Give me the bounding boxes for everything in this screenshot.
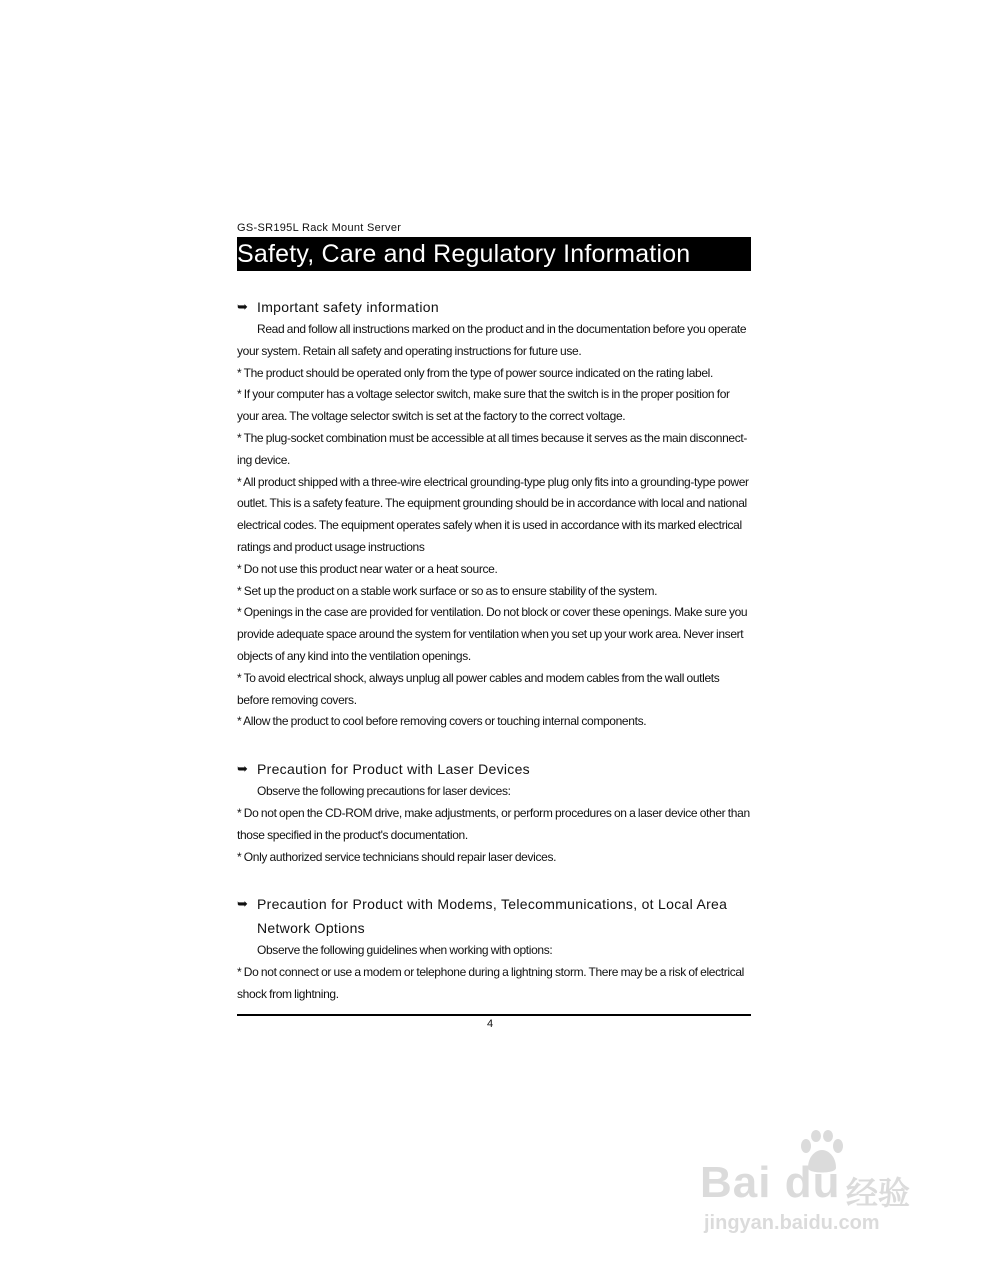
- paragraph: * Do not use this product near water or a heat source.: [237, 561, 498, 576]
- pointer-bullet-icon: ➥: [237, 761, 249, 777]
- footer-rule: [237, 1014, 751, 1016]
- section-laser-devices: [237, 757, 751, 868]
- paragraph: Observe the following guidelines when working with options:: [257, 943, 553, 958]
- document-page: [237, 222, 751, 1006]
- page-number: 4: [486, 1018, 494, 1030]
- watermark-brand: Bai du: [700, 1158, 841, 1207]
- pointer-bullet-icon: ➥: [237, 896, 249, 912]
- paragraph: * If your computer has a voltage selector switch, make sure that the switch is in the proper position for your area. The voltage selector switch is set at the factory to the correct voltage.: [237, 387, 730, 424]
- section-modems-network: [237, 892, 751, 1005]
- section-heading: Precaution for Product with Laser Devices: [257, 761, 530, 778]
- section-important-safety: [237, 295, 751, 733]
- paragraph: * Allow the product to cool before removing covers or touching internal components.: [237, 714, 647, 729]
- watermark-url: jingyan.baidu.com: [704, 1212, 880, 1234]
- paragraph: * Only authorized service technicians should repair laser devices.: [237, 849, 557, 864]
- paragraph: * All product shipped with a three-wire electrical grounding-type plug only fits into a grounding-type power outlet. This is a safety feature. The equipment grounding should be in accordance with local and national electrical codes. The equipment operates safely when it is used in accordance with its marked electrical ratings and product usage instructions: [237, 474, 749, 554]
- paragraph: * The plug-socket combination must be accessible at all times because it serves as the main disconnect-ing device.: [237, 430, 748, 467]
- section-heading: Important safety information: [257, 299, 439, 315]
- paragraph: * The product should be operated only from the type of power source indicated on the rating label.: [237, 365, 713, 380]
- section-heading: Precaution for Product with Modems, Telecommunications, ot Local Area Network Options: [257, 896, 728, 937]
- paragraph: * Set up the product on a stable work surface or so as to ensure stability of the system.: [237, 583, 658, 598]
- paragraph: * To avoid electrical shock, always unplug all power cables and modem cables from the wall outlets before removing covers.: [237, 670, 720, 707]
- baidu-watermark: [700, 1130, 940, 1240]
- paragraph: Observe the following precautions for laser devices:: [257, 784, 511, 799]
- paragraph: * Do not connect or use a modem or telephone during a lightning storm. There may be a risk of electrical shock from lightning.: [237, 965, 745, 1001]
- paragraph: * Openings in the case are provided for ventilation. Do not block or cover these openings. Make sure you provide adequate space around the system for ventilation when you set up your work area. Never insert objects of any kind into the ventilation openings.: [237, 605, 748, 663]
- watermark-cn: 经验: [846, 1175, 911, 1211]
- paragraph: Read and follow all instructions marked on the product and in the documentation before you operate your system. Retain all safety and operating instructions for future use.: [237, 322, 747, 358]
- product-model: GS-SR195L Rack Mount Server: [237, 222, 402, 234]
- pointer-bullet-icon: ➥: [237, 299, 249, 314]
- page-title: Safety, Care and Regulatory Information: [237, 237, 751, 271]
- paragraph: * Do not open the CD-ROM drive, make adjustments, or perform procedures on a laser device other than those specified in the product's documentation.: [237, 805, 750, 842]
